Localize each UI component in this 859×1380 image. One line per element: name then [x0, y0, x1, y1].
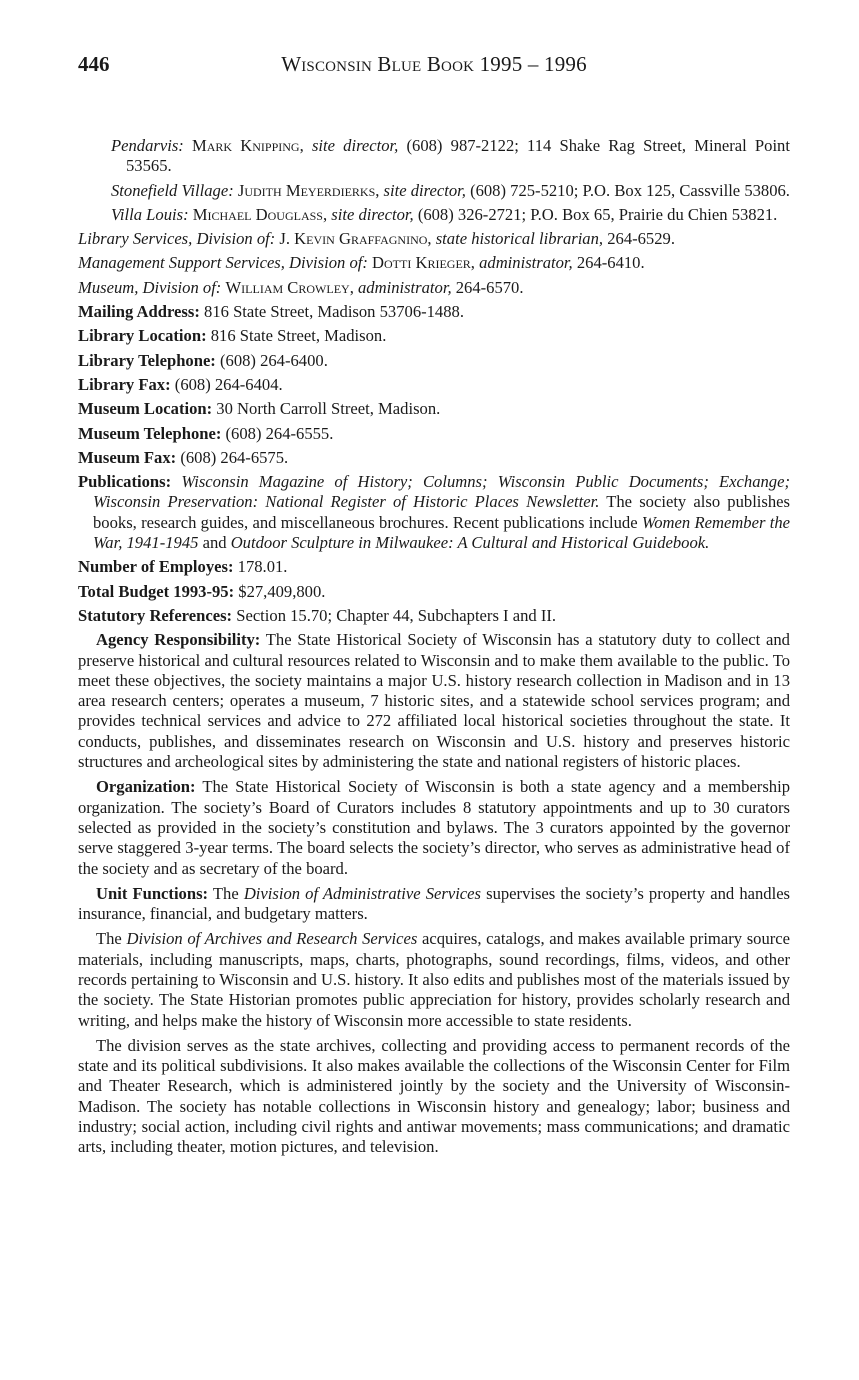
page-body [78, 136, 790, 1163]
site-details: (608) 326-2721; P.O. Box 65, Prairie du Chien 53821. [417, 204, 778, 224]
division-name: Division of Administrative Services [243, 883, 481, 903]
paragraph-text: The State Historical Society of Wisconsin is both a state agency and a membership organization. The society’s Board of Curators includes 8 statutory appointments and up to 30 curators selected as provided in the society’s constitution and bylaws. The 3 curators appointed by the governor serve staggered 3-year terms. The board selects the society’s director, who serves as administrative head of the society and as secretary of the board. [78, 777, 790, 878]
paragraph-text: The State Historical Society of Wisconsin has a statutory duty to collect and preserve historical and cultural resources related to Wisconsin and to make them available to the public. To meet these objectives, the society maintains a major U.S. history research collection in Madison and in 13 area research centers; operates a museum, 7 historic sites, and a statewide school services program; and provides technical services and advice to 272 affiliated local historical societies throughout the state. It conducts, publishes, and disseminates research on Wisconsin and U.S. history and preserves historic structures and archeological sites by administering the state and national registers of historic places. [78, 630, 790, 772]
site-details: (608) 987-2122; 114 Shake Rag Street, Mineral Point 53565. [126, 136, 790, 176]
unit-functions [78, 884, 790, 925]
person-name: Michael Douglass, [192, 204, 328, 224]
paragraph-text: acquires, catalogs, and makes available primary source materials, including manuscripts, maps, charts, photographs, sound recordings, films, videos, and other records pertaining to Wisconsin and U.S. history. It also edits and publishes most of the materials issued by the society. The State Historian promotes public appreciation for history, provides scholarly research and writing, and helps make the history of Wisconsin more accessible to state residents. [78, 929, 790, 1030]
division-phone: 264-6410. [576, 253, 645, 273]
field-value: 30 North Carroll Street, Madison. [216, 399, 441, 419]
field-label: Library Fax: [78, 374, 171, 394]
person-name: Judith Meyerdierks, [237, 180, 380, 200]
museum-fax [78, 448, 790, 468]
library-fax [78, 375, 790, 395]
person-name: Dotti Krieger, [372, 253, 475, 273]
field-label: Library Location: [78, 326, 207, 346]
person-name: J. Kevin Graffagnino, [279, 229, 432, 249]
publications [78, 472, 790, 553]
person-role: administrator, [358, 277, 452, 297]
person-name: Mark Knipping, [192, 136, 304, 155]
field-label: Museum Location: [78, 399, 213, 419]
recent-publication: Outdoor Sculpture in Milwaukee: A Cultural and Historical Guidebook. [230, 533, 710, 553]
person-role: site director, [383, 180, 466, 200]
site-name: Stonefield Village: [111, 180, 234, 200]
paragraph-text: The [96, 929, 122, 949]
page-number: 446 [78, 52, 110, 76]
person-role: administrator, [479, 253, 573, 273]
museum-location [78, 399, 790, 419]
site-details: (608) 725-5210; P.O. Box 125, Cassville 53806. [470, 180, 790, 200]
publications-text: The society also publishes books, research guides, and miscellaneous brochures. Recent publications include [93, 492, 790, 532]
field-label: Mailing Address: [78, 302, 200, 322]
site-name: Villa Louis: [111, 204, 189, 224]
person-role: site director, [311, 136, 399, 155]
library-telephone [78, 351, 790, 371]
person-name: William Crowley, [225, 277, 354, 297]
site-entry-stonefield [111, 181, 790, 201]
division-name: Management Support Services, Division of: [78, 253, 368, 273]
division-entry-museum [78, 278, 790, 298]
site-entry-pendarvis [111, 136, 790, 177]
field-value: $27,409,800. [238, 581, 326, 601]
person-role: state historical librarian, [435, 229, 604, 249]
paragraph-text: The division serves as the state archives, collecting and providing access to permanent records of the state and its political subdivisions. It also makes available the collections of the Wisconsin Center for Film and Theater Research, which is administered jointly by the society and the University of Wisconsin-Madison. The society has notable collections in Wisconsin history and genealogy; labor; business and industry; social action, including civil rights and antiwar movements; mass communications; and dramatic arts, including theater, motion pictures, and television. [78, 1035, 790, 1157]
paragraph-heading: Organization: [96, 777, 196, 797]
person-role: site director, [331, 204, 414, 224]
field-value: 816 State Street, Madison. [210, 326, 387, 346]
recent-publication: Women Remember the War, 1941-1945 [93, 512, 790, 553]
field-value: Section 15.70; Chapter 44, Subchapters I and II. [236, 605, 557, 625]
field-value: (608) 264-6404. [174, 374, 283, 394]
field-value: (608) 264-6400. [220, 350, 328, 370]
division-name: Museum, Division of: [78, 277, 222, 297]
field-label: Total Budget 1993-95: [78, 581, 235, 601]
paragraph-heading: Unit Functions: [96, 883, 209, 903]
field-label: Museum Telephone: [78, 423, 222, 443]
field-label: Statutory References: [78, 605, 233, 625]
division-name: Library Services, Division of: [78, 229, 276, 249]
field-label: Publications: [78, 472, 172, 492]
organization [78, 777, 790, 878]
field-value: 178.01. [237, 557, 288, 577]
archives-division [78, 929, 790, 1030]
running-head [78, 52, 790, 82]
division-name: Division of Archives and Research Services [126, 929, 418, 949]
book-title: Wisconsin Blue Book 1995 – 1996 [281, 52, 587, 76]
mailing-address [78, 302, 790, 322]
agency-responsibility [78, 630, 790, 772]
field-value: 816 State Street, Madison 53706-1488. [204, 302, 464, 322]
field-value: (608) 264-6555. [225, 423, 334, 443]
division-entry-management [78, 253, 790, 273]
division-phone: 264-6529. [607, 229, 675, 249]
paragraph-text: The [212, 883, 239, 903]
field-label: Library Telephone: [78, 350, 216, 370]
publication-titles: Wisconsin Magazine of History; Columns; Wisconsin Public Documents; Exchange; Wisconsin Preservation: National Register of Historic Places Newsletter. [93, 472, 790, 512]
field-value: (608) 264-6575. [180, 447, 289, 467]
site-name: Pendarvis: [111, 136, 184, 155]
field-label: Number of Employes: [78, 557, 234, 577]
paragraph-text: supervises the society’s property and handles insurance, financial, and budgetary matters. [78, 883, 791, 924]
museum-telephone [78, 424, 790, 444]
state-archives [78, 1036, 790, 1158]
total-budget [78, 582, 790, 602]
site-entry-villa-louis [111, 205, 790, 225]
number-of-employes [78, 557, 790, 577]
division-phone: 264-6570. [455, 277, 524, 297]
paragraph-heading: Agency Responsibility: [96, 630, 261, 650]
library-location [78, 326, 790, 346]
statutory-references [78, 606, 790, 626]
division-entry-library [78, 229, 790, 249]
conjunction: and [202, 533, 227, 553]
field-label: Museum Fax: [78, 447, 177, 467]
